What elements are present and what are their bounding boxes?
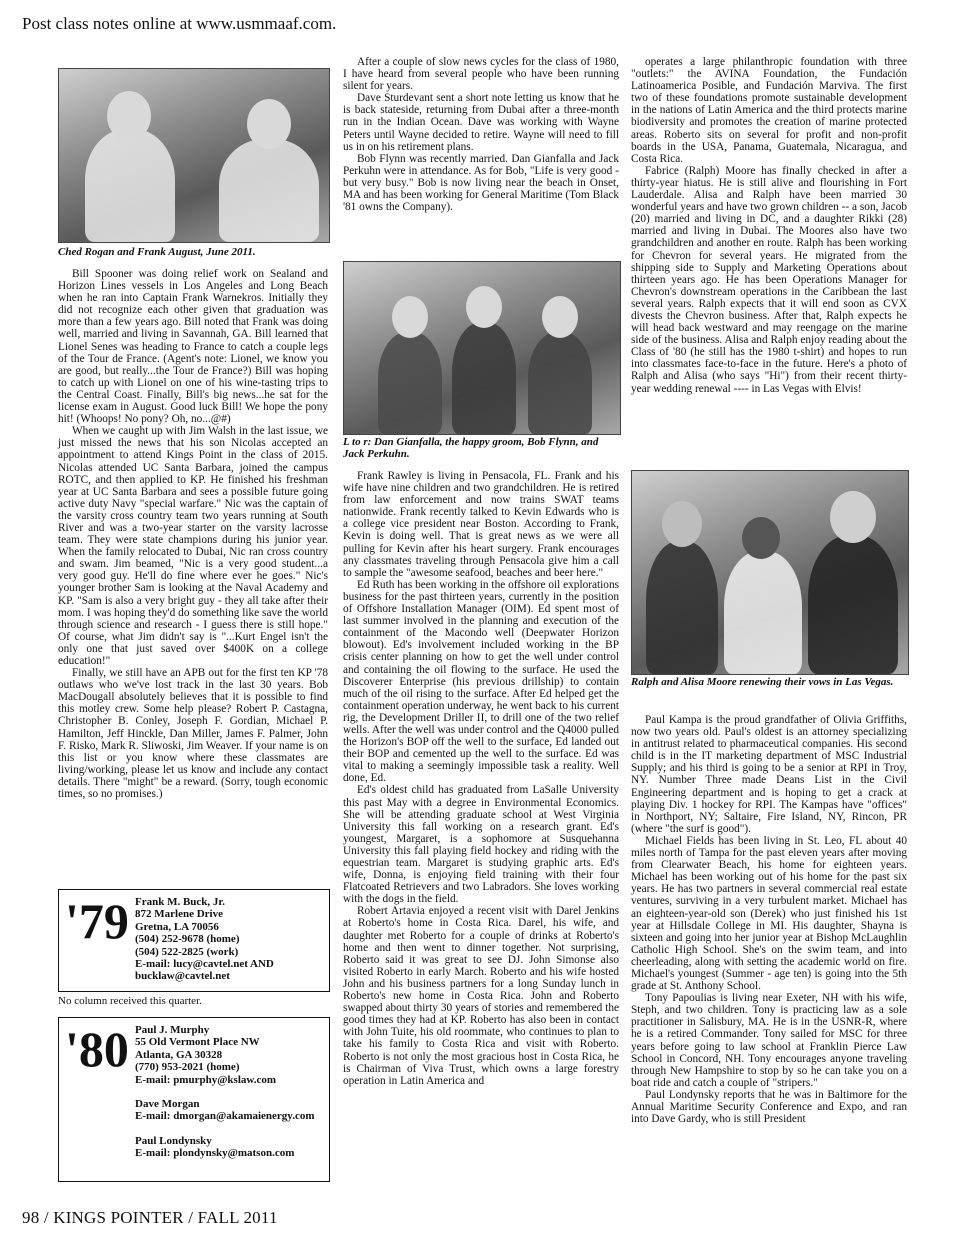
col1-text	[58, 268, 328, 800]
paragraph: Michael Fields has been living in St. Leo, FL about 40 miles north of Tampa for the past eleven years after moving from Clearwater Beach, his home for eighteen years. Michael has been working out of his home for the past six years. He has two partners in several commercial real estate ventures, surviving in a very turbulent market. Michael has an eighteen-year-old son (Derek) who just finished his 1st year at Hillsdale College in MI. His daughter, Shayna is sixteen and going into her junior year at Bishop McLaughlin Catholic High School. She's on the swim team, and into cheerleading, along with setting the academic world on fire. Michael's youngest (Summer - age ten) is going into the 5th grade at St. Anthony School.	[631, 834, 907, 993]
contact-line: Atlanta, GA 30328	[135, 1048, 223, 1061]
contact-line: (504) 522-2825 (work)	[135, 945, 239, 958]
paragraph: When we caught up with Jim Walsh in the last issue, we just missed the news that his son Nicolas accepted an appointment to attend Kings Point in the class of 2015. Nicolas attended UC Santa Barbara, joined the campus ROTC, and then applied to KP. He finished his freshman year at UC Santa Barbara and sees a possible future going active duty Navy "special warfare." Nic was the captain of the varsity cross country team two years running at South River and was a two-year starter on the varsity lacrosse team. They were state champions during his junior year. When the family relocated to Dubai, Nic ran cross country and swam. Jim beamed, "Nic is a very good student...a very good guy. He'll do fine where ever he goes." Nic's younger brother Sam is looking at the Naval Academy and KP. "Sam is also a very bright guy - they all take after their mom. I was hoping they'd do something like save the world through science and research - I guess there is still hope." Of course, what Jim didn't say is "...Kurt Engel isn't the only one that just saved over $400K on a college education!"	[58, 425, 328, 667]
class-contact	[135, 896, 274, 983]
class-contact	[135, 1024, 315, 1160]
paragraph: Ed's oldest child has graduated from LaSalle University this past May with a degree in Environmental Economics. She will be attending graduate school at West Virginia University this fall working on a research grant. Ed's youngest, Margaret, is a sophomore at Susquehanna University this fall playing field hockey and riding with the equestrian team. Margaret is studying graphic arts. Ed's wife, Donna, is enjoying field training with their four Flatcoated Retrievers and two Labradors. She loves working with the dogs in the field.	[343, 784, 619, 906]
contact-line: Dave Morgan	[135, 1098, 200, 1111]
contact-line: (504) 252-9678 (home)	[135, 933, 240, 946]
col3-text-bottom	[631, 714, 907, 1125]
col2-text-bottom	[343, 470, 619, 1087]
paragraph: Dave Sturdevant sent a short note letting us know that he is back stateside, returning from Dubai after a three-month run in the Indian Ocean. Dave was working with Wayne Peters until Wayne decided to retire. Wayne will need to fill us in on his retirement plans.	[343, 92, 619, 153]
photo-caption: Ched Rogan and Frank August, June 2011.	[58, 246, 256, 258]
paragraph: After a couple of slow news cycles for the class of 1980, I have heard from several people who have been running silent for years.	[343, 56, 619, 93]
paragraph: operates a large philanthropic foundation with three "outlets:" the AVINA Foundation, the Fundación Latinoamerica Posible, and Fundación Marviva. The first two of these foundations promote sustainable development in the nations of Latin America and the third protects marine biodiversity and promotes the creation of marine protected areas. Roberto sits on several for profit and non-profit boards in the USA, Panama, Guatemala, Nicaragua, and Costa Rica.	[631, 56, 907, 165]
contact-line	[135, 1086, 315, 1098]
paragraph: Tony Papoulias is living near Exeter, NH with his wife, Steph, and two children. Tony is practicing law as a sole practitioner in Salisbury, MA. He is in the USNR-R, where he is a retired Commander. Tony sailed for MSC for three years before going to law school at Franklin Pierce Law School in Concord, NH. Tony encourages anyone traveling through New Hampshire to stop by so he can take you on a boat ride and catch a couple of "stripers."	[631, 992, 907, 1089]
paragraph: Bill Spooner was doing relief work on Sealand and Horizon Lines vessels in Los Angeles and Long Beach when he ran into Captain Frank Warnekros. Initially they did not recognize each other given that graduation was more than a few years ago. Bill noted that Frank was doing well, married and living in Savannah, GA. Bill learned that Lionel Senes was heading to France to catch a couple legs of the Tour de France. (Agent's note: Lionel, we know you are good, but really...the Tour de France?) Bill was hoping to catch up with Lionel on one of his wine-tasting trips to the Central Coast. Finally, Bill's big news...he sat for the license exam in August. Good luck Bill! We hope the pony hit! (Whoops! No pony? Oh, no...@#)	[58, 268, 328, 426]
contact-line: 872 Marlene Drive	[135, 908, 223, 921]
page-header: Post class notes online at www.usmmaaf.com.	[22, 14, 337, 33]
paragraph: Robert Artavia enjoyed a recent visit with Darel Jenkins at Roberto's home in Costa Rica. Darel, his wife, and daughter met Roberto for a couple of drinks at Roberto's home and then went to dinner together. Not surprising, Roberto said it was great to see DJ. John Simonse also visited Roberto in early March. Roberto and his wife hosted John and his business partners for a long Sunday lunch in Roberto's new home in Costa Rica. John and Roberto swapped about thirty 30 years of stories and remembered the good times they had at KP. Roberto has also been in contact with John Tuite, his old roommate, who continues to plan to take his family to Costa Rica and visit with Roberto. Roberto is not only the most gracious host in Costa Rica, he is Chairman of Viva Trust, which owns a large forestry operation in Latin America and	[343, 905, 619, 1087]
contact-line: (770) 953-2021 (home)	[135, 1061, 240, 1074]
photo-caption: L to r: Dan Gianfalla, the happy groom, Bob Flynn, and Jack Perkuhn.	[343, 436, 599, 460]
contact-line	[135, 1123, 315, 1135]
paragraph: Frank Rawley is living in Pensacola, FL. Frank and his wife have nine children and two grandchildren. He is retired from law enforcement and now trains SWAT teams nationwide. Frank recently talked to Kevin Edwards who is a college vice president near Boston. According to Frank, Kevin is doing well. That is great news as we were all pulling for Kevin after his heart surgery. Frank encourages any classmates traveling through Pensacola give him a call to sample the "awesome seafood, beaches and beer here."	[343, 470, 619, 579]
photo-las-vegas-vows	[631, 470, 909, 675]
contact-line: Paul Londynsky	[135, 1134, 212, 1147]
photo-caption: Ralph and Alisa Moore renewing their vows in Las Vegas.	[631, 676, 894, 688]
class-year: '79	[65, 893, 129, 949]
class-80-box	[58, 1017, 330, 1182]
paragraph: Ed Ruth has been working in the offshore oil explorations business for the past thirteen years, currently in the position of Offshore Installation Manager (OIM). Ed spent most of last summer involved in the planning and execution of the containment of the Macondo well (Deepwater Horizon blowout). Ed's involvement included working in the BP crisis center planning on how to get the well under control and containing the oil flowing to the surface. He used the Discoverer Enterprise (his previous drillship) to contain much of the oil rising to the surface. After Ed helped get the containment operation underway, he went back to his current rig, the Development Driller II, to drill one of the two relief wells. After the well was under control and the Q4000 pulled the Horizon's BOP off the well to the surface, Ed landed out their BOP and cemented up the well to the surface. Ed was vital to making a seemingly impossible task a reality. Well done, Ed.	[343, 578, 619, 785]
photo-ched-frank	[58, 68, 330, 243]
col3-text-top	[631, 56, 907, 395]
contact-line: E-mail: dmorgan@akamaienergy.com	[135, 1110, 315, 1123]
contact-line: E-mail: pmurphy@kslaw.com	[135, 1073, 277, 1086]
class-79-box	[58, 889, 330, 992]
contact-line: E-mail: plondynsky@matson.com	[135, 1147, 295, 1160]
photo-wedding-group	[343, 261, 621, 435]
paragraph: Paul Londynsky reports that he was in Baltimore for the Annual Maritime Security Conference and Expo, and ran into Dave Gardy, who is still President	[631, 1088, 907, 1126]
contact-line: Frank M. Buck, Jr.	[135, 896, 226, 908]
col2-text-top	[343, 56, 619, 213]
contact-line: bucklaw@cavtel.net	[135, 970, 230, 983]
contact-line: 55 Old Vermont Place NW	[135, 1036, 260, 1049]
page-footer: 98 / KINGS POINTER / FALL 2011	[22, 1208, 278, 1227]
paragraph: Fabrice (Ralph) Moore has finally checked in after a thirty-year hiatus. He is still alive and flourishing in Fort Lauderdale. Alisa and Ralph have been married 30 wonderful years and have two grown children -- a son, Jacob (20) married and living in DC, and a daughter Rikki (28) married and living in Dubai. The Moores also have two grandchildren and another en route. Ralph has been working for Chevron for several years. He migrated from the shipping side to Supply and Marketing Operations about thirteen years ago. He has been Operations Manager for Chevron's downstream operations in the Caribbean the last several years. Ralph expects that it will end soon as CVX divests the Chevron business. After that, Ralph expects he will head back westward and may reengage on the marine side of the business. Alisa and Ralph enjoy reading about the Class of '80 (he still has the 1980 t-shirt) and hopes to run into classmates face-to-face in the future. Here's a photo of Ralph and Alisa (who says "Hi") from their recent thirty-year wedding renewal ---- in Las Vegas with Elvis!	[631, 164, 907, 395]
no-column-note: No column received this quarter.	[58, 995, 202, 1007]
class-year: '80	[65, 1021, 129, 1077]
paragraph: Finally, we still have an APB out for the first ten KP '78 outlaws who we've lost track in the last 30 years. Bob MacDougall absolutely believes that it is possible to find this motley crew. Some help please? Robert P. Castagna, Christopher B. Conley, Joseph F. Gordian, Michael P. Hamilton, Jeff Hinckle, Dan Miller, James F. Palmer, John F. Risko, Mark R. Sliwoski, Jim Weaver. If your name is on this list or you know where these classmates are living/working, please let us know and include any contact details. There "might" be a reward. (Sorry, tough economic times, so no promises.)	[58, 667, 328, 801]
contact-line: E-mail: lucy@cavtel.net AND	[135, 958, 274, 971]
contact-line: Gretna, LA 70056	[135, 920, 219, 933]
paragraph: Bob Flynn was recently married. Dan Gianfalla and Jack Perkuhn were in attendance. As for Bob, "Life is very good - but very busy." Bob is now living near the beach in Onset, MA and has been working for General Maritime (Tom Black '81 owns the Company).	[343, 152, 619, 214]
contact-line: Paul J. Murphy	[135, 1024, 210, 1036]
paragraph: Paul Kampa is the proud grandfather of Olivia Griffiths, now two years old. Paul's oldest is an attorney specializing in antitrust related to pharmaceutical companies. His second child is in the IT marketing department of MSC Industrial Supply; and his third is going to be a senior at RPI in Troy, NY. Number Three made Deans List in the Civil Engineering department and is hoping to get a crack at playing Div. 1 hockey for RPI. The Kampas have "offices" in Northport, NY; Saltaire, Fire Island, NY, Rincon, PR (where "the surf is good").	[631, 714, 907, 835]
